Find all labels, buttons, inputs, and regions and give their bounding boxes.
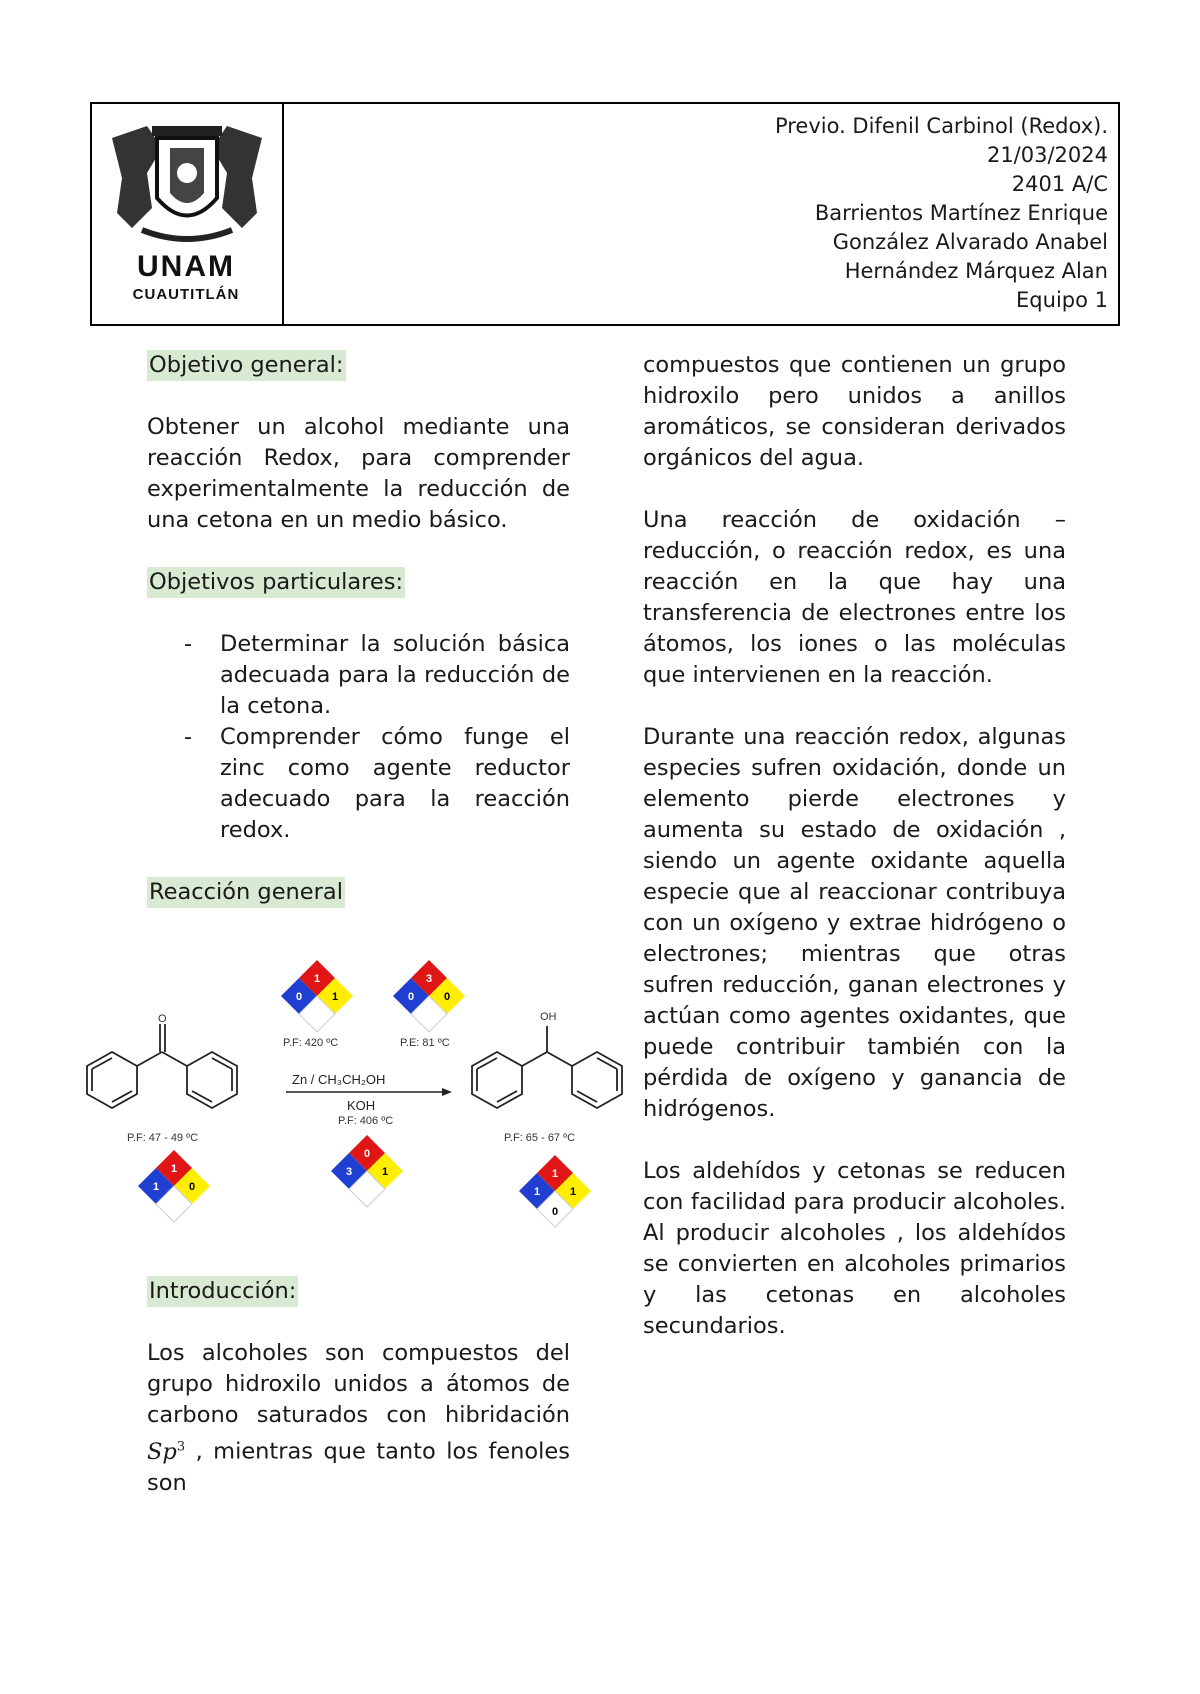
objetivos-particulares-list [147, 629, 570, 846]
product-pf: P.F: 65 - 67 ºC [504, 1132, 576, 1144]
reactant-pf: P.F: 47 - 49 ºC [127, 1132, 199, 1144]
product-health: 1 [534, 1186, 541, 1198]
reactant-health: 1 [153, 1181, 160, 1193]
reagent-bottom: KOH [347, 1098, 376, 1113]
reactant-reactivity: 0 [189, 1181, 196, 1193]
logo-cell [92, 104, 284, 324]
nfpa-diamond-koh-icon [331, 1135, 403, 1207]
diphenylmethanol-structure [472, 1026, 622, 1108]
header-box [90, 102, 1120, 326]
koh-health: 3 [346, 1166, 353, 1178]
intro-text-after: , mientras que tanto los fenoles son [147, 1438, 570, 1496]
team-label: Equipo 1 [1016, 288, 1108, 312]
doc-date: 21/03/2024 [986, 143, 1108, 167]
objetivo-general-heading: Objetivo general: [147, 350, 346, 381]
nfpa-diamond-product-icon [519, 1155, 591, 1227]
doc-title: Previo. Difenil Carbinol (Redox). [774, 114, 1108, 138]
reagent-pf: P.F: 406 ºC [338, 1115, 394, 1127]
paragraph-redox-definition: Una reacción de oxidación – reducción, o reacción redox, es una reacción en la que hay una transferencia de electrones entre los átomos, los iones o las moléculas que intervienen en la reacción. [643, 507, 1066, 688]
reaction-scheme [42, 916, 632, 1236]
reaccion-general-heading: Reacción general [147, 877, 345, 908]
author-1: Barrientos Martínez Enrique [814, 201, 1108, 225]
product-reactivity: 1 [570, 1186, 577, 1198]
left-column [127, 350, 577, 1530]
author-3: Hernández Márquez Alan [844, 259, 1108, 283]
arrow-head-icon [442, 1088, 452, 1096]
introduccion-heading: Introducción: [147, 1276, 298, 1307]
reagent-top: Zn / CH₃CH₂OH [292, 1072, 386, 1087]
sp3-formula: Sp$^3$ [147, 1438, 186, 1465]
logo-unam: UNAM [137, 250, 235, 283]
zn-pf: P.F: 420 ºC [283, 1037, 339, 1049]
unam-crest-icon [102, 118, 272, 248]
zn-fire: 1 [314, 973, 321, 985]
reactant-fire: 1 [171, 1163, 178, 1175]
etoh-reactivity: 0 [444, 991, 451, 1003]
product-special: 0 [552, 1206, 559, 1218]
intro-text-before: Los alcoholes son compuestos del grupo hidroxilo unidos a átomos de carbono saturados con hibridación [147, 1340, 570, 1428]
paragraph-fenoles: compuestos que contienen un grupo hidroxilo pero unidos a anillos aromáticos, se consideran derivados orgánicos del agua. [643, 352, 1066, 471]
logo-text [106, 252, 266, 304]
nfpa-diamond-zn-icon [281, 960, 353, 1032]
etoh-health: 0 [408, 991, 415, 1003]
zn-reactivity: 1 [332, 991, 339, 1003]
header-info [775, 112, 1108, 315]
koh-reactivity: 1 [382, 1166, 389, 1178]
author-2: González Alvarado Anabel [832, 230, 1108, 254]
etoh-pf: P.E: 81 ºC [400, 1037, 450, 1049]
right-column [643, 350, 1066, 1373]
introduccion-text [147, 1338, 570, 1499]
list-item: - Determinar la solución básica adecuada para la reducción de la cetona. [220, 629, 570, 722]
list-item: - Comprender cómo funge el zinc como agente reductor adecuado para la reacción redox. [220, 722, 570, 846]
logo-cuautitlan: CUAUTITLÁN [132, 286, 240, 303]
etoh-fire: 3 [426, 973, 433, 985]
hydroxyl-label: OH [540, 1011, 557, 1023]
paragraph-aldehidos-cetonas: Los aldehídos y cetonas se reducen con facilidad para producir alcoholes. Al producir alcoholes , los aldehídos se convierten en alcoholes primarios y las cetonas en alcoholes secundarios. [643, 1158, 1066, 1339]
reaction-svg [42, 916, 632, 1236]
product-fire: 1 [552, 1168, 559, 1180]
paragraph-redox-species: Durante una reacción redox, algunas especies sufren oxidación, donde un elemento pierde electrones y aumenta su estado de oxidación , siendo un agente oxidante aquella especie que al reaccionar contribuya con un oxígeno y extrae hidrógeno o electrones; mientras que otras sufren reducción, ganan electrones y actúan como agentes oxidantes, que puede contribuir también con la pérdida de oxígeno y ganancia de hidrógenos. [643, 724, 1066, 1122]
objetivos-particulares-heading: Objetivos particulares: [147, 567, 405, 598]
oxygen-label: O [158, 1013, 167, 1025]
nfpa-diamond-reactant-icon [138, 1150, 210, 1222]
zn-health: 0 [296, 991, 303, 1003]
benzophenone-structure [87, 1024, 237, 1108]
doc-group: 2401 A/C [1011, 172, 1108, 196]
nfpa-diamond-etoh-icon [393, 960, 465, 1032]
objetivo-general-text: Obtener un alcohol mediante una reacción Redox, para comprender experimentalmente la reducción de una cetona en un medio básico. [147, 414, 570, 533]
koh-fire: 0 [364, 1148, 371, 1160]
